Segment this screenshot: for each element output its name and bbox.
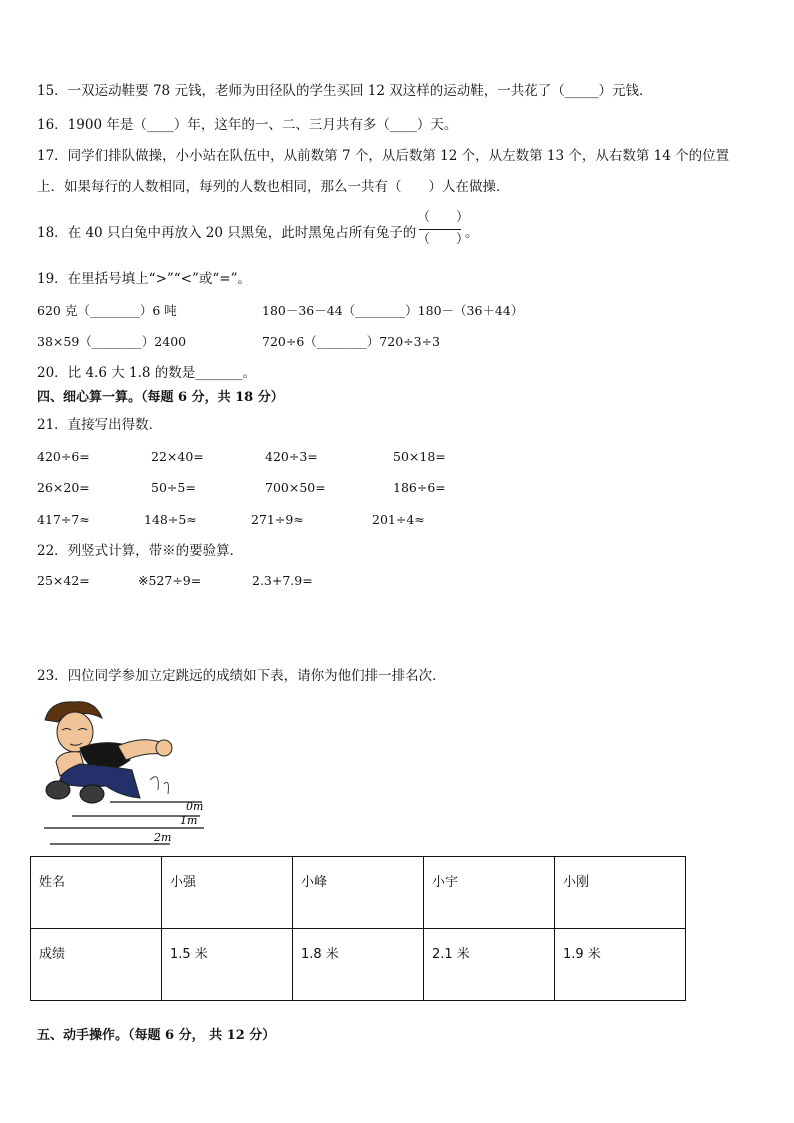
question-21-title: 21．直接写出得数． <box>37 417 163 433</box>
q22-item-3: 2.3+7.9= <box>252 573 313 588</box>
question-19-title: 19．在里括号填上“>”“<”或“=”。 <box>37 271 252 287</box>
question-22-title: 22．列竖式计算，带※的要验算． <box>37 543 244 559</box>
q21-r2-c2: 50÷5= <box>151 480 196 495</box>
q19-item-2-blank: ________ <box>355 303 406 318</box>
q15-blank: _____ <box>564 83 599 99</box>
table-cell: 2.1 米 <box>424 929 555 1001</box>
q20-text: 20．比 4.6 大 1.8 的数是 <box>37 365 196 381</box>
illus-label-0m: 0m <box>186 800 204 813</box>
q21-r2-c1: 26×20= <box>37 480 90 495</box>
table-cell: 1.8 米 <box>293 929 424 1001</box>
q21-r3-c3: 271÷9≈ <box>251 512 304 527</box>
q20-blank: _______ <box>195 365 243 381</box>
table-cell: 小强 <box>162 857 293 929</box>
q21-r2-c4: 186÷6= <box>393 480 446 495</box>
q21-r1-c2: 22×40= <box>151 449 204 464</box>
table-cell: 姓名 <box>31 857 162 929</box>
question-20 <box>37 364 256 382</box>
q19-item-2 <box>262 302 523 320</box>
question-15 <box>37 82 652 100</box>
q22-item-1: 25×42= <box>37 573 90 588</box>
illus-label-1m: 1m <box>180 814 198 827</box>
q18-text: 18．在 40 只白兔中再放入 20 只黑兔，此时黑兔占所有兔子的 <box>37 225 417 241</box>
q19-item-3-blank: ________ <box>91 334 142 349</box>
q19-item-2-right: ）180－（36＋44） <box>405 303 524 318</box>
q19-item-1-right: ）6 吨 <box>139 303 177 318</box>
q21-r3-c2: 148÷5≈ <box>144 512 197 527</box>
q19-item-1-blank: ________ <box>89 303 140 318</box>
table-cell: 小宇 <box>424 857 555 929</box>
q21-r1-c4: 50×18= <box>393 449 446 464</box>
fraction-bar <box>419 229 461 230</box>
q21-r3-c1: 417÷7≈ <box>37 512 90 527</box>
q21-r2-c3: 700×50= <box>265 480 326 495</box>
q19-item-4-right: ）720÷3÷3 <box>366 334 441 349</box>
question-23-title: 23．四位同学参加立定跳远的成绩如下表，请你为他们排一排名次． <box>37 668 446 684</box>
q16-text-b: ）年，这年的一、二、三月共有多（ <box>173 117 390 133</box>
q19-item-1-left: 620 克（ <box>37 303 90 318</box>
fraction-numerator: （ ） <box>417 210 470 225</box>
q22-item-2: ※527÷9= <box>138 573 202 588</box>
table-cell: 小刚 <box>555 857 686 929</box>
q19-item-3-left: 38×59（ <box>37 334 92 349</box>
fraction-blank <box>417 210 470 254</box>
q21-r1-c1: 420÷6= <box>37 449 90 464</box>
q19-item-1 <box>37 302 177 320</box>
table-cell: 成绩 <box>31 929 162 1001</box>
q19-item-4 <box>262 333 440 351</box>
q16-blank-1: ____ <box>146 117 174 133</box>
q21-r1-c3: 420÷3= <box>265 449 318 464</box>
question-17-line-2: 上．如果每行的人数相同，每列的人数也相同，那么一共有（ ）人在做操． <box>37 179 510 195</box>
illus-label-2m: 2m <box>154 831 172 844</box>
q16-blank-2: ____ <box>389 117 417 133</box>
table-cell: 1.5 米 <box>162 929 293 1001</box>
long-jump-illustration <box>40 700 220 850</box>
table-cell: 小峰 <box>293 857 424 929</box>
q16-text-c: ）天。 <box>416 117 458 133</box>
q19-item-4-left: 720÷6（ <box>262 334 317 349</box>
q20-end: 。 <box>242 365 257 381</box>
section-4-heading: 四、细心算一算。（每题 6 分，共 18 分） <box>37 390 284 405</box>
fraction-denominator: （ ） <box>417 232 470 247</box>
q18-end: 。 <box>465 225 479 241</box>
table-row <box>31 857 686 929</box>
score-table <box>30 856 686 1001</box>
q19-item-3-right: ）2400 <box>141 334 187 349</box>
question-16 <box>37 116 457 134</box>
q15-text-end: ）元钱． <box>598 83 653 99</box>
q15-text: 15．一双运动鞋要 78 元钱，老师为田径队的学生买回 12 双这样的运动鞋，一共花了（ <box>37 83 565 99</box>
question-17-line-1: 17．同学们排队做操，小小站在队伍中，从前数第 7 个，从后数第 12 个，从左数第 13 个，从右数第 14 个的位置 <box>37 148 730 164</box>
q19-item-3 <box>37 333 186 351</box>
q19-item-4-blank: ________ <box>316 334 367 349</box>
question-18 <box>37 224 416 242</box>
q16-text-a: 16．1900 年是（ <box>37 117 147 133</box>
table-cell: 1.9 米 <box>555 929 686 1001</box>
q19-item-2-left: 180－36－44（ <box>262 303 356 318</box>
table-row <box>31 929 686 1001</box>
section-5-heading: 五、动手操作。（每题 6 分， 共 12 分） <box>37 1028 276 1043</box>
q21-r3-c4: 201÷4≈ <box>372 512 425 527</box>
